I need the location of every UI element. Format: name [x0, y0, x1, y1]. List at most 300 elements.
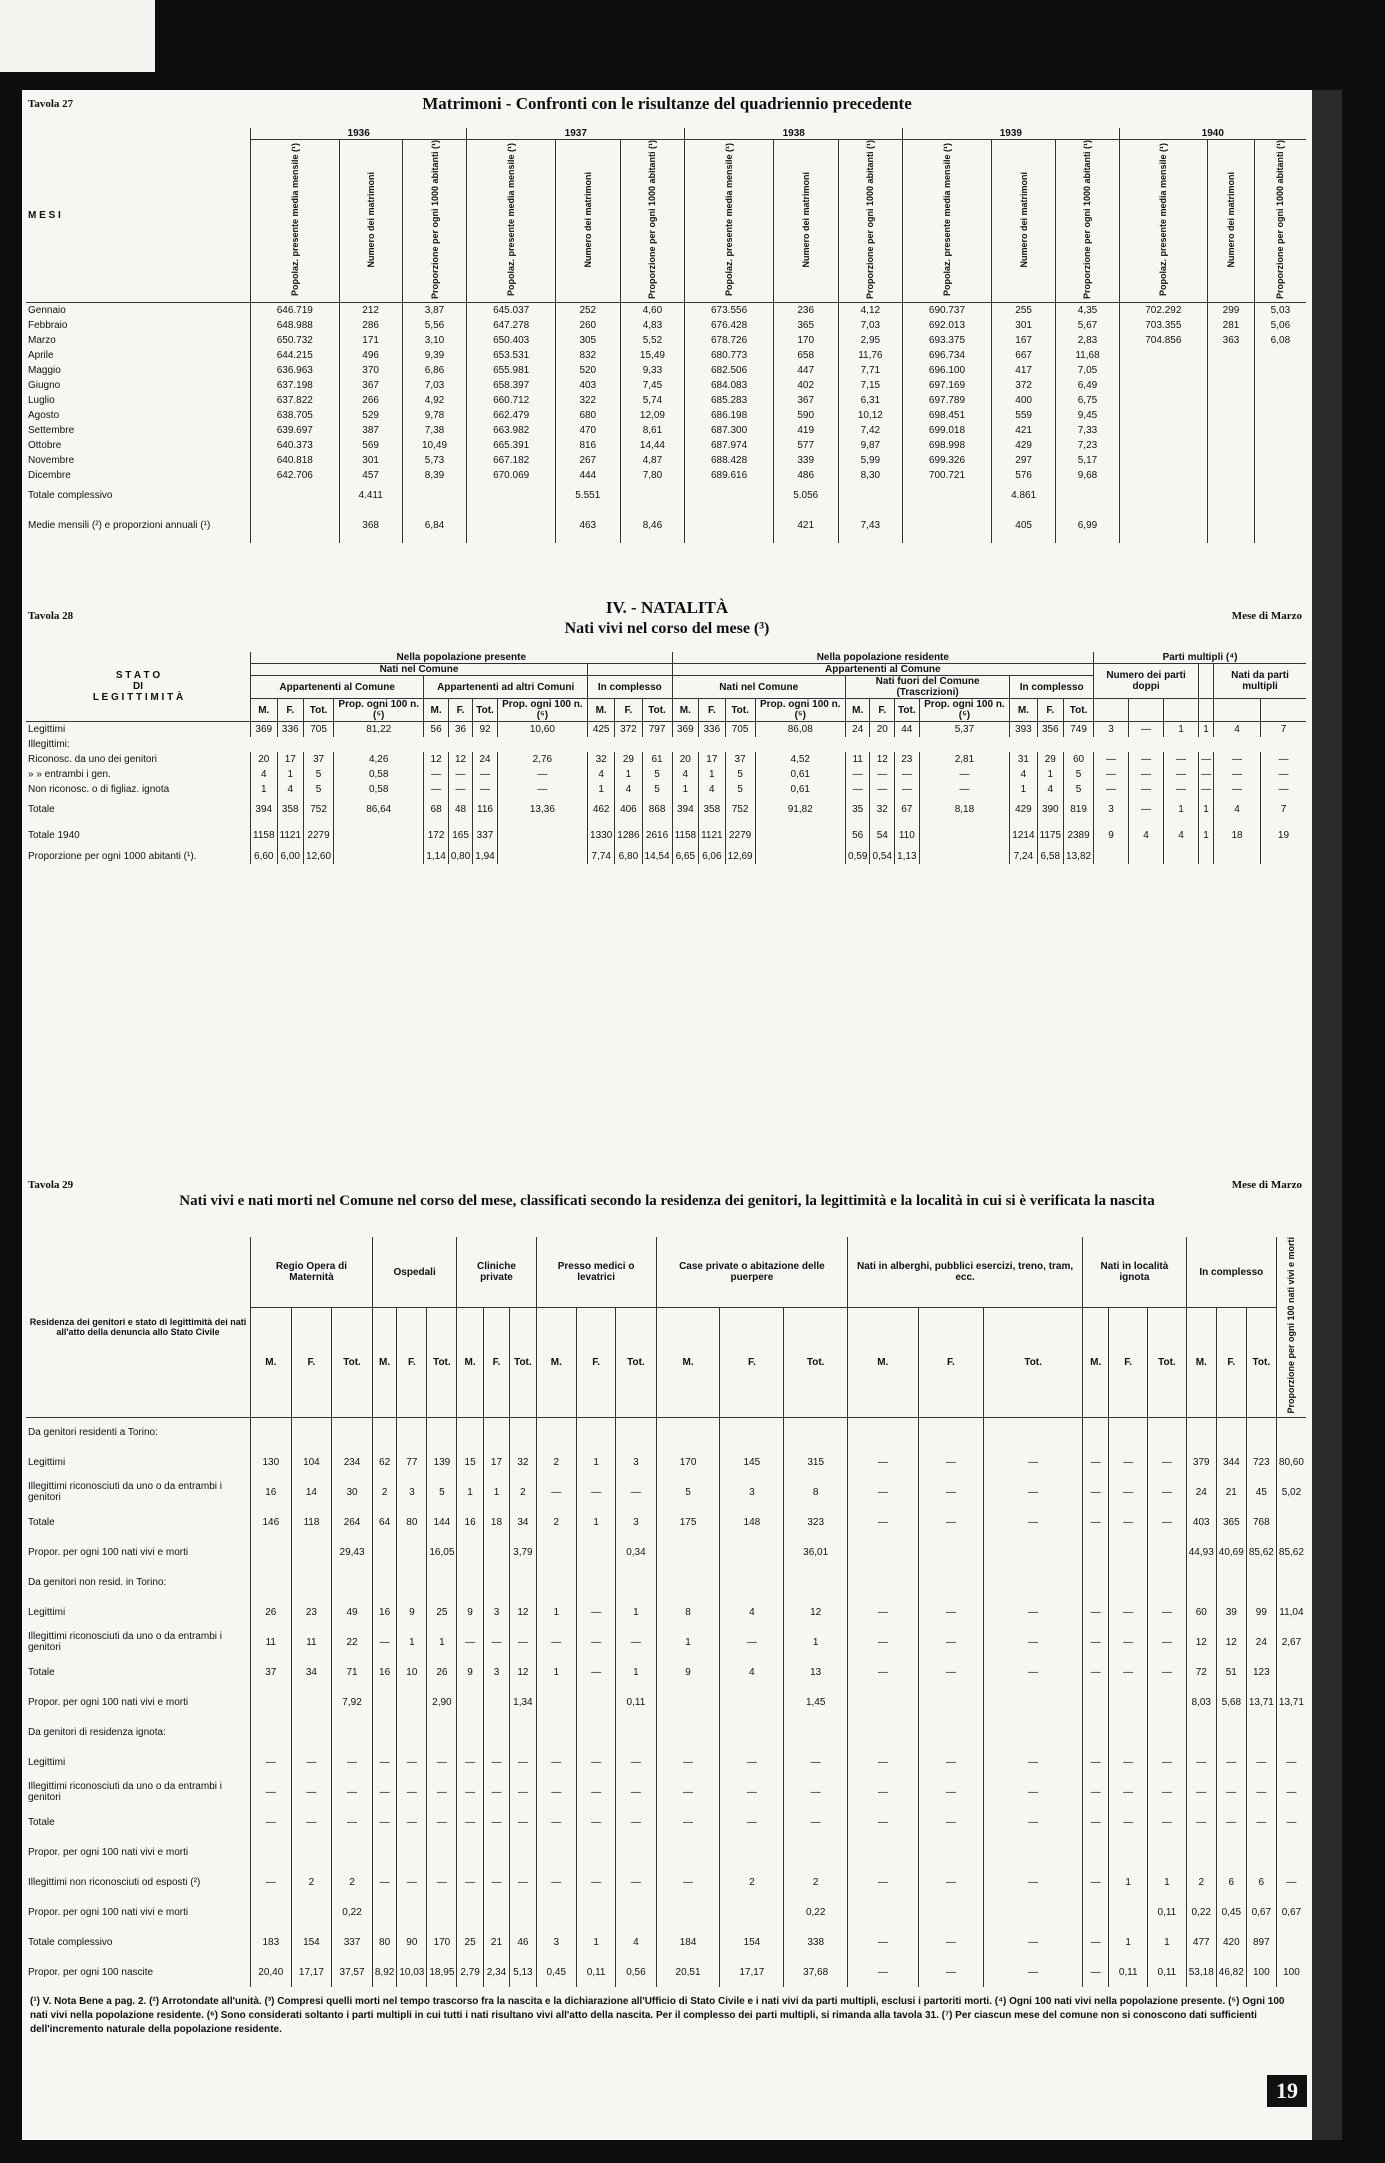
- location-group-header: Presso medici o levatrici: [536, 1237, 656, 1308]
- table-cell: —: [870, 767, 895, 782]
- total-cell: 5.551: [555, 483, 620, 509]
- table-cell: 0,59: [845, 849, 870, 864]
- table-cell: 116: [473, 797, 497, 823]
- table-cell: —: [918, 1657, 984, 1687]
- table-cell: 1: [615, 767, 642, 782]
- table-cell: [427, 1567, 457, 1597]
- table-cell: [1186, 1717, 1216, 1747]
- table-cell: 1175: [1037, 823, 1064, 849]
- sub-header: M.: [672, 699, 699, 722]
- table-cell: 477: [1186, 1927, 1216, 1957]
- table-cell: 60: [1064, 752, 1094, 767]
- table-cell: [1276, 1507, 1306, 1537]
- table-cell: —: [918, 1597, 984, 1627]
- table-cell: 2: [720, 1867, 784, 1897]
- table-cell: [1186, 1417, 1216, 1447]
- table-cell: —: [848, 1867, 918, 1897]
- sub-header: F.: [870, 699, 895, 722]
- table-cell: 301: [339, 453, 402, 468]
- table-cell: 7,74: [588, 849, 615, 864]
- table-cell: —: [616, 1627, 656, 1657]
- table-cell: —: [1083, 1477, 1109, 1507]
- sub-header: F.: [1037, 699, 1064, 722]
- table-cell: [1208, 408, 1255, 423]
- table-cell: 12: [870, 752, 895, 767]
- table-cell: [577, 1687, 616, 1717]
- table-cell: 6,06: [699, 849, 726, 864]
- table-cell: 1121: [699, 823, 726, 849]
- table-cell: 3: [720, 1477, 784, 1507]
- sub-header: M.: [372, 1308, 396, 1418]
- location-group-header: Ospedali: [372, 1237, 457, 1308]
- month-label: Luglio: [28, 394, 55, 406]
- table-cell: 11,04: [1276, 1597, 1306, 1627]
- table-cell: [483, 1897, 509, 1927]
- table-cell: 10,12: [838, 408, 903, 423]
- table-cell: 637.822: [251, 393, 340, 408]
- table-cell: —: [1109, 1477, 1148, 1507]
- table-cell: [291, 1687, 332, 1717]
- table-cell: 11: [291, 1627, 332, 1657]
- table-cell: [720, 1567, 784, 1597]
- table-cell: 1: [536, 1657, 576, 1687]
- table-cell: [251, 1717, 292, 1747]
- table-cell: [1254, 453, 1306, 468]
- table-cell: 5,13: [510, 1957, 536, 1987]
- table-cell: —: [483, 1627, 509, 1657]
- table-cell: [1083, 1537, 1109, 1567]
- table-cell: 3: [1094, 722, 1129, 737]
- document-page: [22, 90, 1312, 2140]
- table-cell: 17,17: [291, 1957, 332, 1987]
- table-cell: 1286: [615, 823, 642, 849]
- column-label: Popolaz. presente media mensile (¹): [941, 142, 952, 297]
- table-cell: [1216, 1717, 1246, 1747]
- sub-header: M.: [848, 1308, 918, 1418]
- table-cell: 5,37: [919, 722, 1010, 737]
- table-cell: —: [372, 1627, 396, 1657]
- table-cell: 2: [291, 1867, 332, 1897]
- table-cell: 5,52: [620, 333, 685, 348]
- table-cell: 0,11: [1148, 1897, 1187, 1927]
- table-cell: 170: [656, 1447, 720, 1477]
- table-cell: —: [448, 782, 472, 797]
- table-cell: [656, 1837, 720, 1867]
- table-cell: [1216, 1417, 1246, 1447]
- header-line: S T A T O: [115, 670, 161, 681]
- table-cell: 99: [1246, 1597, 1276, 1627]
- table-cell: 21: [1216, 1477, 1246, 1507]
- table-cell: —: [918, 1477, 984, 1507]
- table-cell: 6,58: [1037, 849, 1064, 864]
- table-cell: 16: [372, 1597, 396, 1627]
- table-cell: 5,02: [1276, 1477, 1306, 1507]
- table-cell: —: [251, 1747, 292, 1777]
- table-cell: 297: [991, 453, 1056, 468]
- table-cell: 1: [577, 1507, 616, 1537]
- table-cell: [334, 849, 424, 864]
- table-cell: [984, 1837, 1083, 1867]
- table-cell: [536, 1417, 576, 1447]
- table-cell: [848, 1687, 918, 1717]
- table-cell: 2: [372, 1477, 396, 1507]
- table-cell: 2279: [725, 823, 755, 849]
- table-cell: —: [616, 1477, 656, 1507]
- table-cell: [577, 1537, 616, 1567]
- table-cell: [720, 1717, 784, 1747]
- table-cell: 470: [555, 423, 620, 438]
- column-header: [620, 140, 685, 303]
- table-cell: —: [918, 1747, 984, 1777]
- table-cell: 667: [991, 348, 1056, 363]
- table-cell: 2,34: [483, 1957, 509, 1987]
- table-cell: 5,03: [1254, 303, 1306, 318]
- table-cell: [1083, 1417, 1109, 1447]
- table-cell: [483, 1717, 509, 1747]
- belonging-commune-header: Appartenenti al Comune: [251, 676, 424, 699]
- table-cell: [848, 1537, 918, 1567]
- table-cell: 2,76: [497, 752, 587, 767]
- table-cell: 9,68: [1056, 468, 1119, 483]
- location-group-header: Regio Opera di Maternità: [251, 1237, 373, 1308]
- table-cell: [291, 1837, 332, 1867]
- table-cell: —: [1216, 1777, 1246, 1807]
- table-cell: [372, 1567, 396, 1597]
- table-cell: [656, 1687, 720, 1717]
- table-cell: 367: [339, 378, 402, 393]
- table-cell: 0,45: [1216, 1897, 1246, 1927]
- table-cell: 9,39: [402, 348, 467, 363]
- month-label: Febbraio: [28, 319, 68, 331]
- table-cell: 9,78: [402, 408, 467, 423]
- table-cell: 29: [615, 752, 642, 767]
- table-cell: —: [483, 1747, 509, 1777]
- sub-header: F.: [699, 699, 726, 722]
- table-cell: 12,09: [620, 408, 685, 423]
- table-cell: 658: [773, 348, 838, 363]
- table-cell: 100: [1276, 1957, 1306, 1987]
- table-cell: —: [1129, 752, 1164, 767]
- table-cell: [497, 849, 587, 864]
- month-label: Ottobre: [28, 439, 62, 451]
- table-cell: —: [848, 1657, 918, 1687]
- average-cell: 8,46: [620, 509, 685, 543]
- table-cell: [616, 1417, 656, 1447]
- table-cell: 655.981: [467, 363, 556, 378]
- table-cell: 680.773: [685, 348, 774, 363]
- table-cell: 723: [1246, 1447, 1276, 1477]
- month-label: Maggio: [28, 364, 61, 376]
- table-cell: —: [1129, 767, 1164, 782]
- page-number: 19: [1267, 2075, 1307, 2107]
- table-cell: 1: [1010, 782, 1037, 797]
- table-cell: 390: [1037, 797, 1064, 823]
- table-cell: 6,80: [615, 849, 642, 864]
- table-cell: 9: [397, 1597, 427, 1627]
- table-cell: [720, 1537, 784, 1567]
- table-cell: 2: [784, 1867, 848, 1897]
- table-cell: 425: [588, 722, 615, 737]
- table-cell: —: [784, 1777, 848, 1807]
- table-cell: —: [870, 782, 895, 797]
- table-cell: 5: [304, 782, 334, 797]
- table-cell: 8,61: [620, 423, 685, 438]
- table-cell: [397, 1837, 427, 1867]
- table-cell: —: [984, 1447, 1083, 1477]
- table-cell: 5: [642, 782, 672, 797]
- table-cell: [402, 483, 467, 509]
- table-cell: [1119, 453, 1208, 468]
- sub-header: Tot.: [895, 699, 920, 722]
- table-cell: 1: [536, 1597, 576, 1627]
- sub-header: Prop. ogni 100 n. (⁵): [755, 699, 845, 722]
- column-header: [1254, 140, 1306, 303]
- row-label: Non riconosc. o di figliaz. ignota: [28, 783, 170, 795]
- table-cell: [397, 1897, 427, 1927]
- table-cell: 37: [725, 752, 755, 767]
- table-cell: —: [497, 767, 587, 782]
- table-cell: 315: [784, 1447, 848, 1477]
- table-cell: —: [984, 1957, 1083, 1987]
- table-cell: 12: [1216, 1627, 1246, 1657]
- table-cell: [1129, 849, 1164, 864]
- table-cell: [755, 823, 845, 849]
- table-cell: 32: [510, 1447, 536, 1477]
- scan-margin: [0, 0, 155, 72]
- table-cell: [918, 1567, 984, 1597]
- table-cell: 4: [672, 767, 699, 782]
- table-cell: [918, 1687, 984, 1717]
- table-cell: 4,83: [620, 318, 685, 333]
- table-cell: 5,74: [620, 393, 685, 408]
- sub-header: M.: [424, 699, 448, 722]
- table-cell: 486: [773, 468, 838, 483]
- table-cell: [1109, 1567, 1148, 1597]
- column-label: Proporzione per ogni 1000 abitanti (¹): [865, 140, 876, 300]
- table-cell: —: [656, 1867, 720, 1897]
- table-cell: 367: [773, 393, 838, 408]
- sub-header: [1164, 699, 1199, 722]
- table-cell: 688.428: [685, 453, 774, 468]
- table-cell: 0,58: [334, 767, 424, 782]
- table-cell: [1109, 1687, 1148, 1717]
- table-cell: 8,39: [402, 468, 467, 483]
- table-cell: —: [536, 1807, 576, 1837]
- table-cell: 447: [773, 363, 838, 378]
- table-cell: [457, 1537, 483, 1567]
- table-cell: 1: [251, 782, 278, 797]
- table-cell: [251, 1897, 292, 1927]
- table-cell: [1246, 1837, 1276, 1867]
- table-cell: 19: [1260, 823, 1306, 849]
- table-cell: 4: [1164, 823, 1199, 849]
- sub-header: Tot.: [473, 699, 497, 722]
- table-cell: 3,87: [402, 303, 467, 318]
- month-label: Agosto: [28, 409, 60, 421]
- table-cell: 0,34: [616, 1537, 656, 1567]
- table-cell: 7,05: [1056, 363, 1119, 378]
- table-cell: [510, 1417, 536, 1447]
- row-label: Legittimi: [28, 1456, 66, 1468]
- total-header: In complesso: [588, 676, 673, 699]
- table-cell: [1254, 483, 1306, 509]
- table-cell: 7,92: [332, 1687, 373, 1717]
- table-cell: 702.292: [1119, 303, 1208, 318]
- table-cell: —: [1164, 782, 1199, 797]
- table-cell: —: [1199, 752, 1214, 767]
- table-cell: 403: [1186, 1507, 1216, 1537]
- table-cell: 60: [1186, 1597, 1216, 1627]
- table-cell: 11,76: [838, 348, 903, 363]
- table-cell: 698.998: [903, 438, 992, 453]
- sub-header: M.: [1083, 1308, 1109, 1418]
- table-cell: —: [510, 1777, 536, 1807]
- table-cell: [427, 1717, 457, 1747]
- header-line: DI: [133, 681, 143, 692]
- legitimacy-header: [26, 652, 251, 722]
- table-cell: 14,44: [620, 438, 685, 453]
- table-cell: 648.988: [251, 318, 340, 333]
- table-cell: [251, 483, 340, 509]
- table-cell: 13: [784, 1657, 848, 1687]
- table-cell: —: [397, 1747, 427, 1777]
- table-cell: 2: [536, 1507, 576, 1537]
- table-cell: 64: [372, 1507, 396, 1537]
- row-label: Propor. per ogni 100 nascite: [28, 1966, 154, 1978]
- table-cell: 3: [536, 1927, 576, 1957]
- table-cell: —: [1083, 1777, 1109, 1807]
- table-cell: 577: [773, 438, 838, 453]
- table-cell: —: [1148, 1507, 1187, 1537]
- table-cell: [467, 483, 556, 509]
- table-cell: —: [457, 1777, 483, 1807]
- table-cell: [372, 1417, 396, 1447]
- month-label: Settembre: [28, 424, 75, 436]
- table-cell: —: [1246, 1807, 1276, 1837]
- column-label: Proporzione per ogni 1000 abitanti (¹): [647, 140, 658, 300]
- table-cell: [291, 1537, 332, 1567]
- table-cell: [918, 1717, 984, 1747]
- column-header: [838, 140, 903, 303]
- table-cell: 20: [870, 722, 895, 737]
- table-cell: —: [510, 1807, 536, 1837]
- table-cell: 1,45: [784, 1687, 848, 1717]
- table-cell: —: [616, 1807, 656, 1837]
- table-cell: 2389: [1064, 823, 1094, 849]
- table-cell: [1246, 1567, 1276, 1597]
- location-group-header: Nati in località ignota: [1083, 1237, 1187, 1308]
- table-cell: [291, 1417, 332, 1447]
- table-cell: 72: [1186, 1657, 1216, 1687]
- table-cell: —: [483, 1867, 509, 1897]
- table-cell: [685, 509, 774, 543]
- table-cell: [616, 1897, 656, 1927]
- scan-edge: [1312, 90, 1342, 2140]
- table-cell: 90: [397, 1927, 427, 1957]
- table-cell: [720, 1897, 784, 1927]
- table-cell: 25: [457, 1927, 483, 1957]
- table-cell: —: [1129, 782, 1164, 797]
- table-cell: 7,71: [838, 363, 903, 378]
- table-cell: —: [483, 1807, 509, 1837]
- table-cell: 37,57: [332, 1957, 373, 1987]
- table-cell: 20,51: [656, 1957, 720, 1987]
- table-cell: 146: [251, 1507, 292, 1537]
- average-cell: 7,43: [838, 509, 903, 543]
- table-cell: —: [427, 1807, 457, 1837]
- sub-header: Tot.: [642, 699, 672, 722]
- column-label: Proporzione per ogni 1000 abitanti (¹): [1082, 140, 1093, 300]
- table-cell: —: [577, 1867, 616, 1897]
- table-cell: 768: [1246, 1507, 1276, 1537]
- table-cell: 234: [332, 1447, 373, 1477]
- table-cell: 16: [372, 1657, 396, 1687]
- row-label: Totale: [28, 804, 55, 815]
- table-cell: —: [510, 1867, 536, 1897]
- table-cell: 690.737: [903, 303, 992, 318]
- table-cell: [984, 1417, 1083, 1447]
- table-cell: —: [1148, 1447, 1187, 1477]
- table-cell: 462: [588, 797, 615, 823]
- table-cell: 379: [1186, 1447, 1216, 1477]
- table-cell: [510, 1897, 536, 1927]
- table-cell: 693.375: [903, 333, 992, 348]
- table-cell: 370: [339, 363, 402, 378]
- table-cell: —: [984, 1507, 1083, 1537]
- table-cell: —: [918, 1957, 984, 1987]
- table-cell: [1109, 1717, 1148, 1747]
- table-cell: 71: [332, 1657, 373, 1687]
- table-cell: [457, 1897, 483, 1927]
- table-cell: 16: [251, 1477, 292, 1507]
- sub-header: [1199, 699, 1214, 722]
- table-cell: [497, 823, 587, 849]
- table-cell: 2: [332, 1867, 373, 1897]
- row-label: Propor. per ogni 100 nati vivi e morti: [28, 1546, 189, 1558]
- sub-header: Tot.: [1064, 699, 1094, 722]
- blank-header: [588, 664, 673, 676]
- table-cell: 62: [372, 1447, 396, 1477]
- table-cell: [616, 1837, 656, 1867]
- table-cell: [984, 1687, 1083, 1717]
- table-cell: 170: [427, 1927, 457, 1957]
- table-cell: 0,80: [448, 849, 472, 864]
- table-cell: —: [984, 1747, 1083, 1777]
- table-cell: 1: [616, 1657, 656, 1687]
- table-cell: 4: [615, 782, 642, 797]
- table-cell: 3: [483, 1657, 509, 1687]
- table-cell: 1: [1199, 823, 1214, 849]
- sub-header: Tot.: [1246, 1308, 1276, 1418]
- marriages-table: [26, 128, 1306, 543]
- table-cell: [1276, 1927, 1306, 1957]
- table-cell: 68: [424, 797, 448, 823]
- table-cell: 130: [251, 1447, 292, 1477]
- table-cell: 7,45: [620, 378, 685, 393]
- table-cell: [848, 1567, 918, 1597]
- column-label: Numero dei matrimoni: [1018, 171, 1029, 268]
- table-cell: 7,33: [1056, 423, 1119, 438]
- table-cell: 699.326: [903, 453, 992, 468]
- table-cell: 8,92: [372, 1957, 396, 1987]
- table-cell: 1: [577, 1927, 616, 1957]
- table-cell: [1254, 438, 1306, 453]
- table-cell: —: [1148, 1777, 1187, 1807]
- table-cell: 12: [784, 1597, 848, 1627]
- row-label: » » entrambi i gen.: [28, 768, 111, 780]
- table-cell: [291, 1717, 332, 1747]
- table-cell: 403: [555, 378, 620, 393]
